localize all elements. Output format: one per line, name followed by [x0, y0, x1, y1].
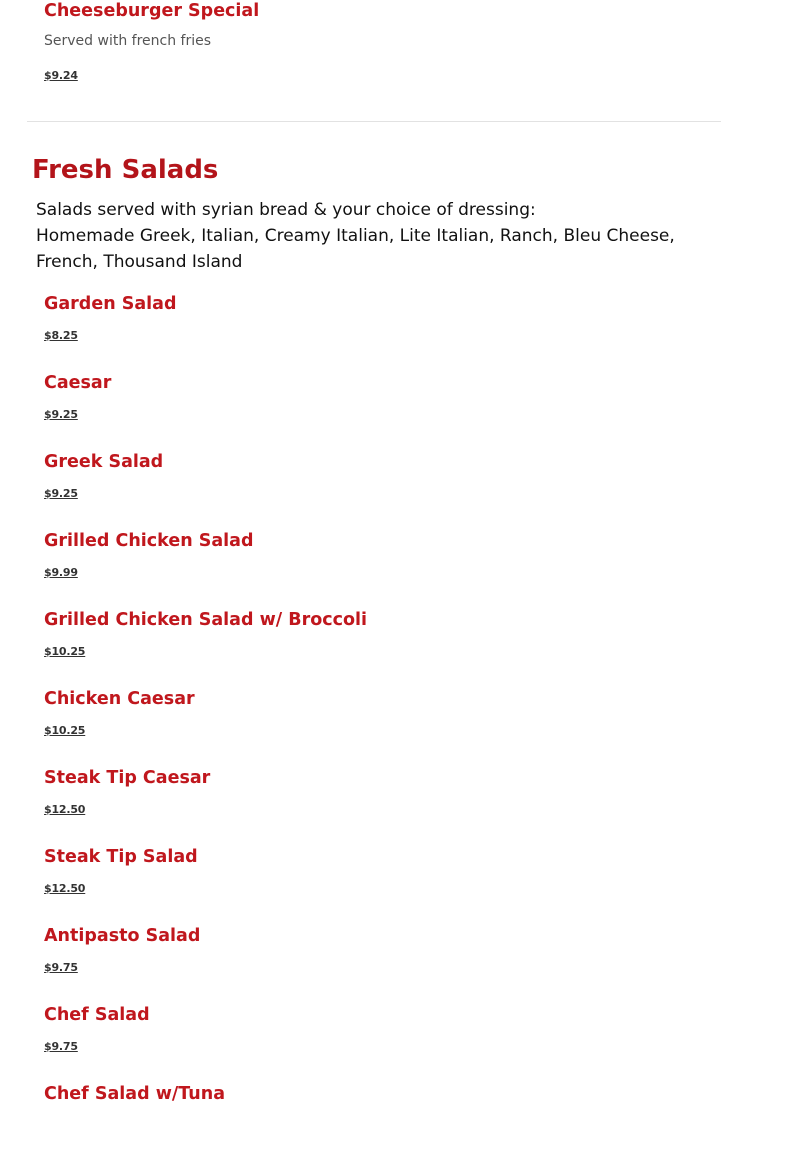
menu-item[interactable] [44, 846, 704, 925]
menu-item[interactable] [44, 1083, 704, 1162]
menu-item[interactable] [44, 609, 704, 688]
menu-item[interactable] [44, 530, 704, 609]
menu-item-name[interactable]: Chef Salad w/Tuna [44, 1084, 226, 1104]
menu-item-description: Served with french fries [44, 33, 212, 49]
menu-item[interactable] [44, 293, 704, 372]
menu-item[interactable] [44, 372, 704, 451]
menu-item-price[interactable]: $8.25 [44, 329, 78, 342]
menu-item-name[interactable]: Caesar [44, 373, 112, 393]
menu-item-name[interactable]: Garden Salad [44, 294, 177, 314]
menu-item-name[interactable]: Steak Tip Salad [44, 847, 198, 867]
menu-item-price[interactable]: $9.25 [44, 408, 78, 421]
menu-item-price[interactable]: $12.50 [44, 803, 86, 816]
section-description-line: Salads served with syrian bread & your choice of dressing: [36, 200, 536, 220]
menu-item-price[interactable]: $9.75 [44, 1040, 78, 1053]
section-title: Fresh Salads [32, 155, 219, 185]
menu-item[interactable] [44, 1004, 704, 1083]
section-description-line: Homemade Greek, Italian, Creamy Italian, Lite Italian, Ranch, Bleu Cheese, [36, 226, 675, 246]
menu-item-price[interactable]: $9.25 [44, 487, 78, 500]
salad-menu-list [44, 293, 704, 1162]
menu-item-price[interactable]: $10.25 [44, 645, 86, 658]
menu-item-name[interactable]: Grilled Chicken Salad w/ Broccoli [44, 610, 367, 630]
menu-item-price[interactable]: $10.25 [44, 724, 86, 737]
section-description-line: French, Thousand Island [36, 252, 243, 272]
menu-item[interactable] [44, 451, 704, 530]
menu-item-name[interactable]: Chef Salad [44, 1005, 150, 1025]
menu-item-name[interactable]: Steak Tip Caesar [44, 768, 211, 788]
section-divider [27, 121, 721, 122]
menu-item-price[interactable]: $9.99 [44, 566, 78, 579]
menu-item[interactable] [44, 767, 704, 846]
menu-item[interactable] [44, 688, 704, 767]
menu-item-price[interactable]: $12.50 [44, 882, 86, 895]
menu-item-name[interactable]: Chicken Caesar [44, 689, 195, 709]
menu-item-price[interactable]: $9.24 [44, 69, 78, 82]
menu-item[interactable] [44, 925, 704, 1004]
menu-item-name[interactable]: Grilled Chicken Salad [44, 531, 254, 551]
section-description [36, 197, 726, 275]
menu-item-name[interactable]: Greek Salad [44, 452, 164, 472]
menu-item-cheeseburger-special[interactable] [44, 0, 704, 83]
menu-item-name[interactable]: Cheeseburger Special [44, 1, 260, 21]
menu-item-name[interactable]: Antipasto Salad [44, 926, 201, 946]
menu-item-price[interactable]: $9.75 [44, 961, 78, 974]
